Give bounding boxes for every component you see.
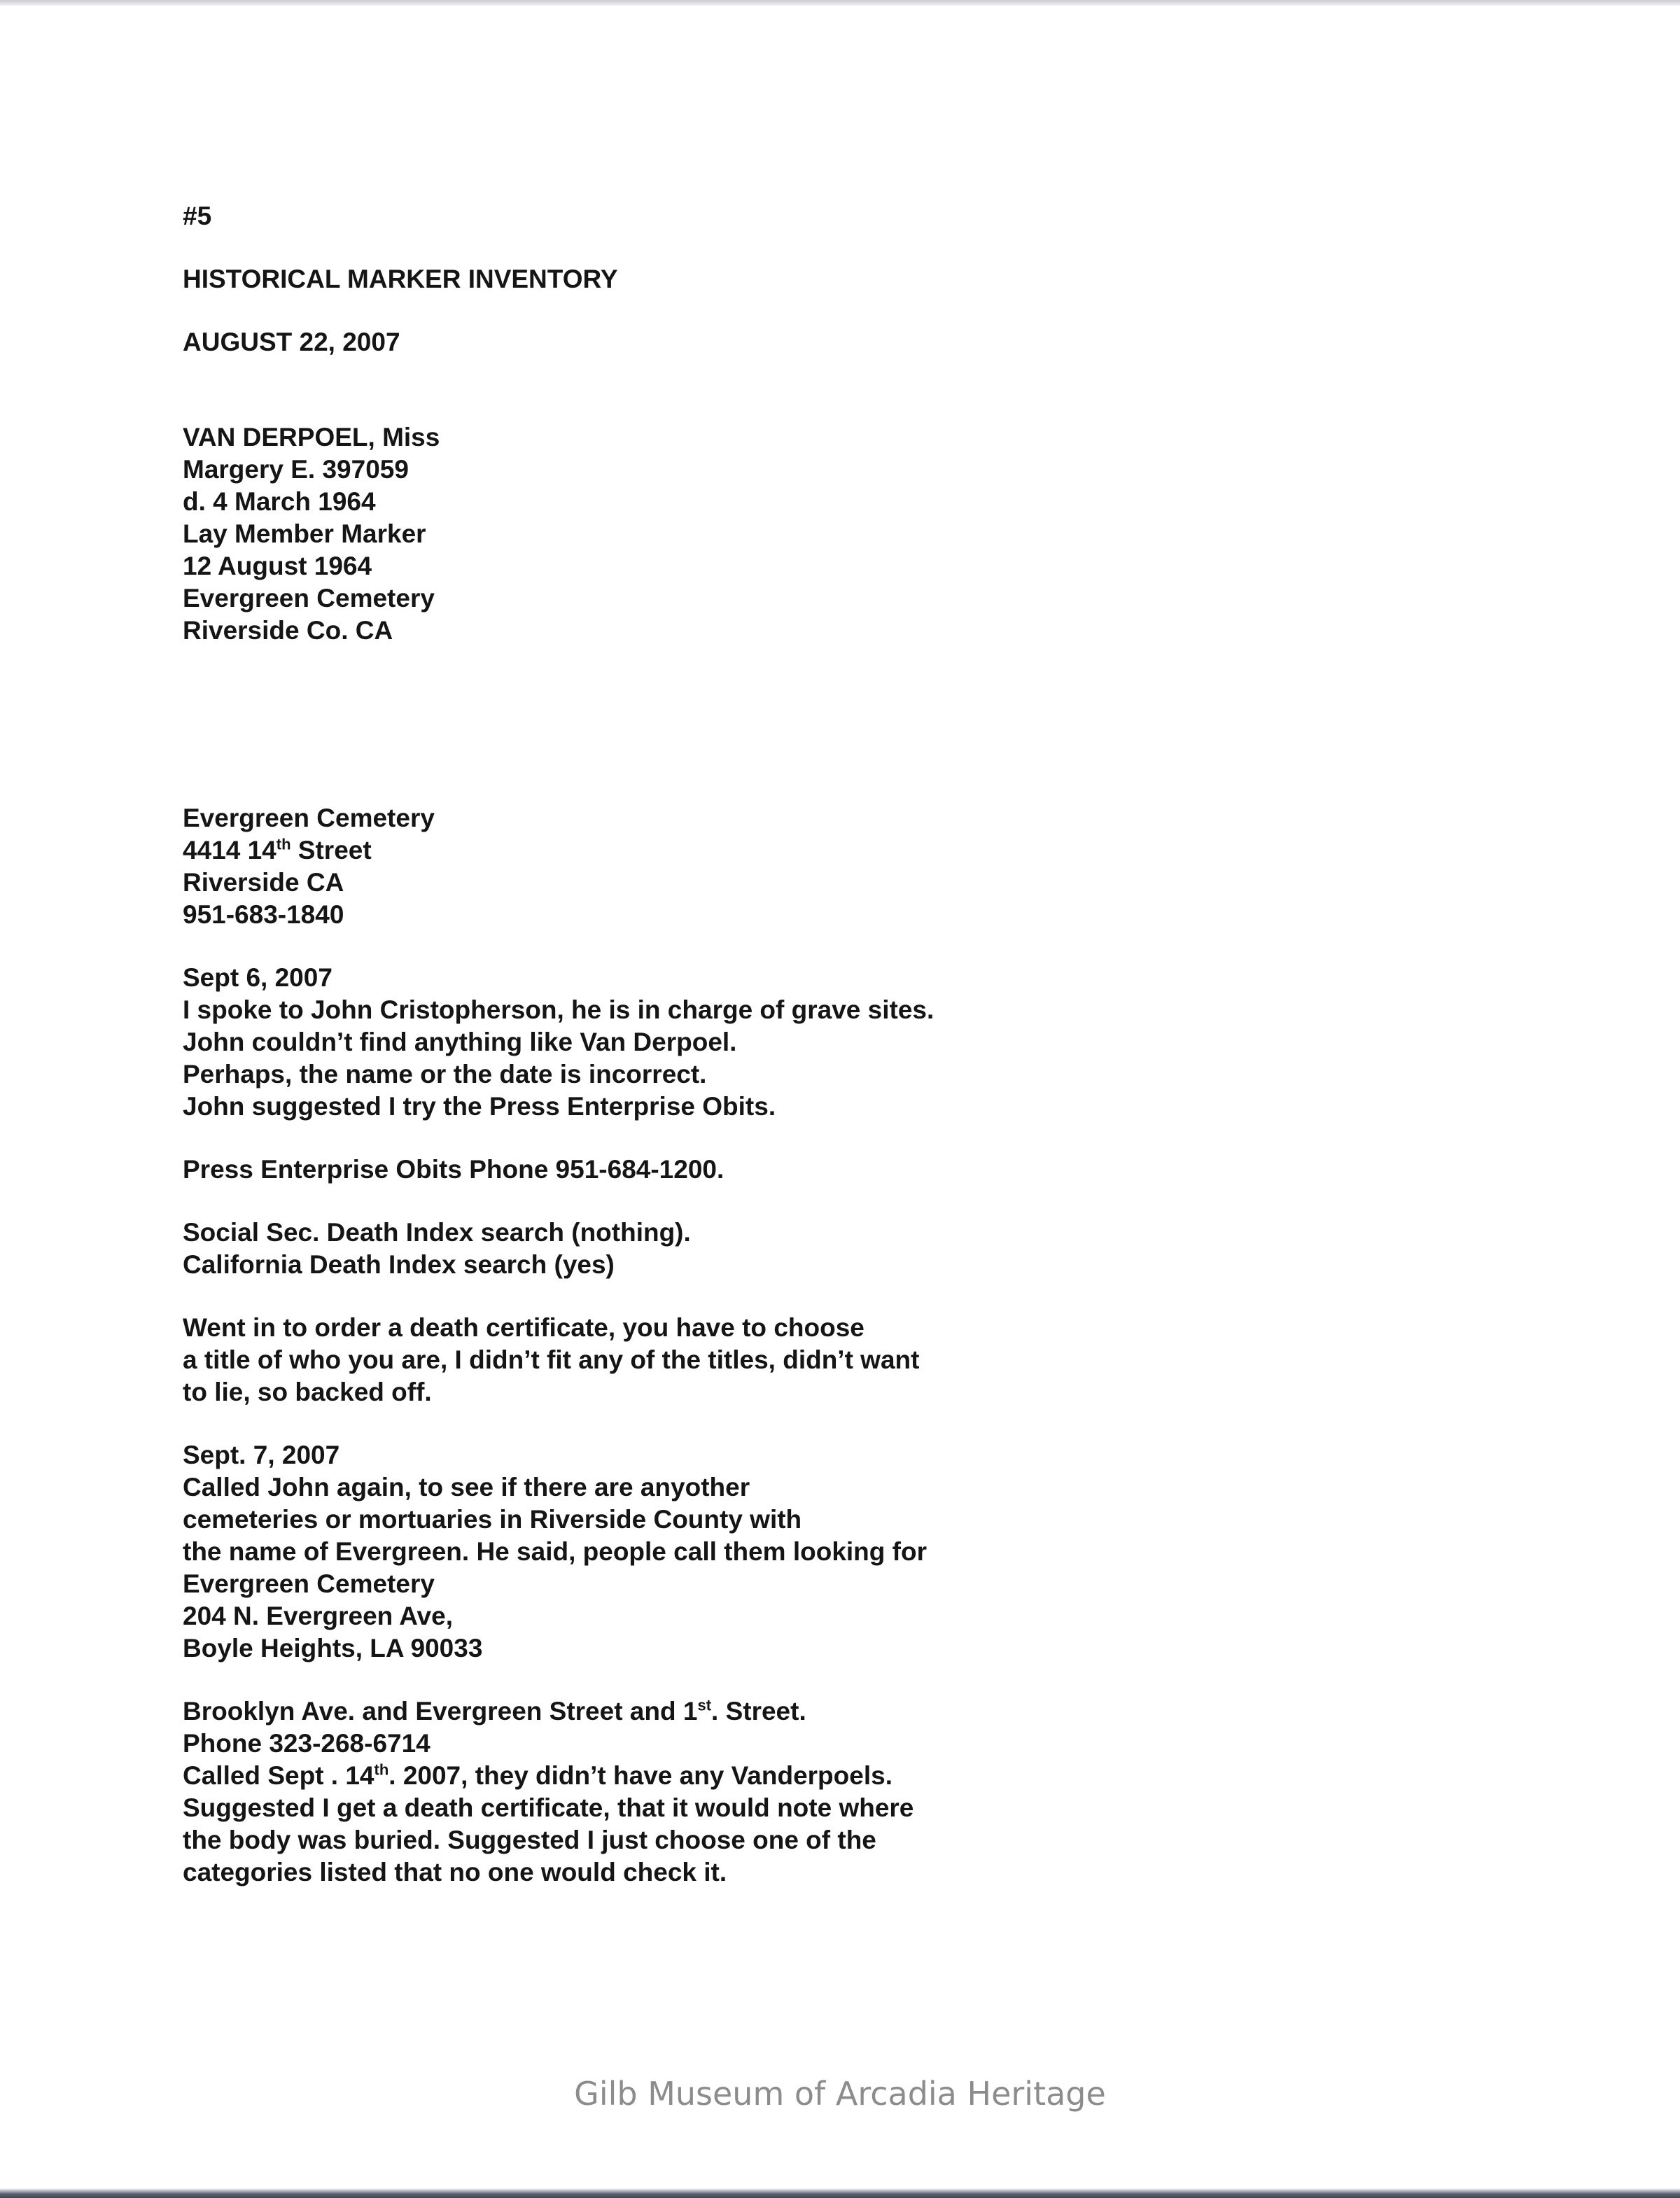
note-line: the name of Evergreen. He said, people call them looking for — [183, 1537, 927, 1566]
note-line: John suggested I try the Press Enterprise Obits. — [183, 1092, 776, 1121]
ordinal-suffix: th — [374, 1760, 389, 1779]
note-line: cemeteries or mortuaries in Riverside County with — [183, 1505, 802, 1534]
note-line: Sept. 7, 2007 — [183, 1441, 340, 1469]
record-line: 12 August 1964 — [183, 552, 372, 580]
note-line: Sept 6, 2007 — [183, 963, 332, 992]
note-line: a title of who you are, I didn’t fit any of the titles, didn’t want — [183, 1345, 920, 1374]
top-edge — [0, 0, 1680, 6]
note-line: Called John again, to see if there are anyother — [183, 1473, 750, 1502]
note-line: Boyle Heights, LA 90033 — [183, 1634, 483, 1662]
location-text-end: . Street. — [711, 1697, 806, 1726]
address-city: Riverside CA — [183, 868, 344, 897]
note-line: 204 N. Evergreen Ave, — [183, 1602, 453, 1630]
record-line: VAN DERPOEL, Miss — [183, 423, 440, 451]
record-line: d. 4 March 1964 — [183, 487, 376, 516]
marker-record — [183, 421, 1303, 647]
bottom-edge — [0, 2188, 1680, 2198]
street-name: Street — [290, 836, 372, 864]
ordinal-suffix: st — [697, 1696, 712, 1714]
note-line: Went in to order a death certificate, you have to choose — [183, 1313, 864, 1342]
press-enterprise-phone: Press Enterprise Obits Phone 951-684-1200. — [183, 1155, 724, 1184]
brooklyn-phone: Phone 323-268-6714 — [183, 1729, 430, 1758]
note-line: California Death Index search (yes) — [183, 1250, 615, 1279]
brooklyn-notes — [183, 1695, 1303, 1889]
address-name: Evergreen Cemetery — [183, 804, 435, 832]
notes-sept-7 — [183, 1439, 1303, 1665]
note-line: John couldn’t find anything like Van Derpoel. — [183, 1028, 737, 1056]
record-line: Lay Member Marker — [183, 519, 426, 548]
called-line — [183, 1760, 1303, 1792]
address-street — [183, 834, 1303, 867]
note-line: Social Sec. Death Index search (nothing). — [183, 1218, 691, 1247]
brooklyn-location — [183, 1695, 1303, 1728]
called-text-end: . 2007, they didn’t have any Vanderpoels. — [388, 1761, 892, 1790]
museum-watermark: Gilb Museum of Arcadia Heritage — [574, 2075, 1106, 2113]
note-line: categories listed that no one would check it. — [183, 1858, 727, 1886]
street-suffix: th — [276, 835, 291, 853]
note-line: the body was buried. Suggested I just choose one of the — [183, 1826, 876, 1854]
document-page — [183, 200, 1303, 1889]
note-line: Perhaps, the name or the date is incorrect. — [183, 1060, 707, 1088]
record-line: Riverside Co. CA — [183, 616, 393, 645]
document-number: #5 — [183, 202, 212, 230]
death-certificate-note — [183, 1312, 1303, 1408]
note-line: Evergreen Cemetery — [183, 1569, 435, 1598]
location-text: Brooklyn Ave. and Evergreen Street and 1 — [183, 1697, 698, 1726]
note-line: to lie, so backed off. — [183, 1378, 432, 1406]
document-date: AUGUST 22, 2007 — [183, 328, 400, 356]
street-number: 4414 14 — [183, 836, 276, 864]
cemetery-address — [183, 802, 1303, 931]
called-text: Called Sept . 14 — [183, 1761, 374, 1790]
notes-sept-6 — [183, 962, 1303, 1123]
address-phone: 951-683-1840 — [183, 900, 344, 929]
record-line: Margery E. 397059 — [183, 455, 409, 484]
record-line: Evergreen Cemetery — [183, 584, 435, 612]
index-searches — [183, 1217, 1303, 1281]
note-line: I spoke to John Cristopherson, he is in charge of grave sites. — [183, 995, 934, 1024]
document-title: HISTORICAL MARKER INVENTORY — [183, 265, 618, 293]
note-line: Suggested I get a death certificate, that it would note where — [183, 1793, 914, 1822]
